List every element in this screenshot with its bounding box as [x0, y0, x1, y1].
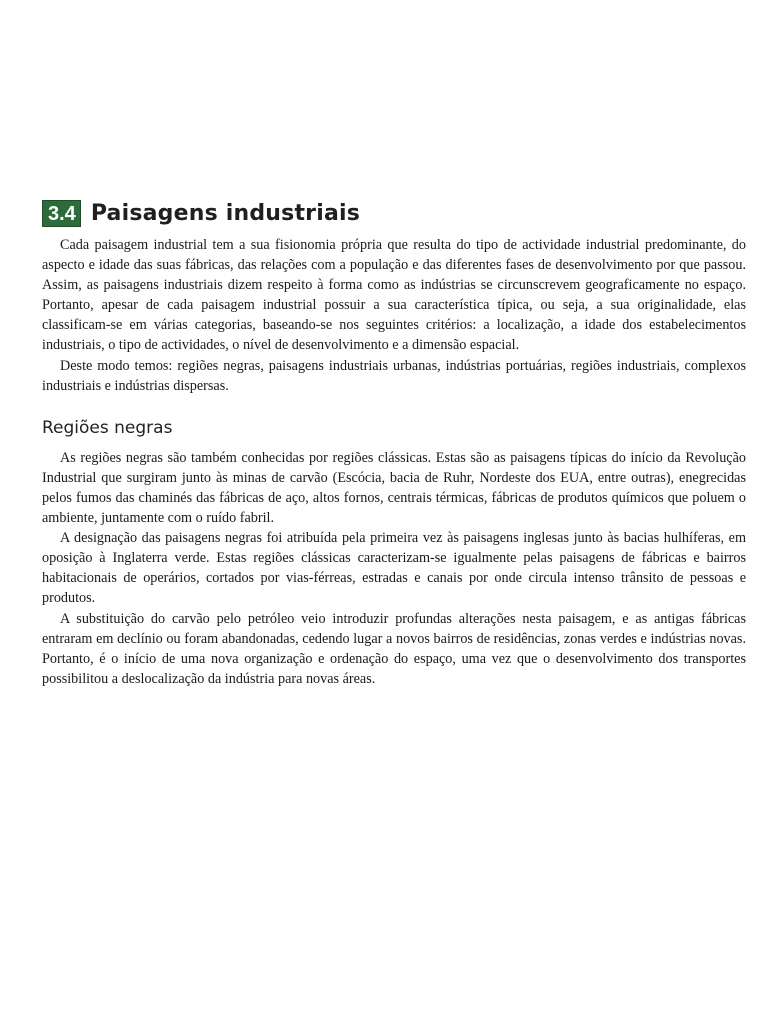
section-heading [42, 196, 746, 230]
subsection-title: Regiões negras [42, 417, 173, 438]
intro-paragraph-2: Deste modo temos: regiões negras, paisagens industriais urbanas, indústrias portuárias, regiões industriais, complexos industriais e indústrias dispersas. [42, 357, 746, 394]
page-content [42, 196, 746, 689]
section-number-badge: 3.4 [42, 200, 81, 227]
subsection-paragraph-1: As regiões negras são também conhecidas por regiões clássicas. Estas são as paisagens típicas do início da Revolução Industrial que surgiram junto às minas de carvão (Escócia, bacia de Ruhr, Nordeste dos EUA, entre outras), enegrecidas pelos fumos das chaminés das fábricas de aço, altos fornos, centrais térmicas, fábricas de produtos químicos que poluem o ambiente, juntamente com o ruído fabril. [42, 449, 746, 527]
section-title: Paisagens industriais [90, 200, 361, 226]
subsection-paragraph-2: A designação das paisagens negras foi atribuída pela primeira vez às paisagens inglesas junto às bacias hulhíferas, em oposição à Inglaterra verde. Estas regiões clássicas caracterizam-se igualmente pelas paisagens de fábricas e bairros habitacionais de operários, cortados por vias-férreas, estradas e canais por onde circula intenso trânsito de pessoas e produtos. [42, 530, 746, 607]
intro-paragraph-1: Cada paisagem industrial tem a sua fisionomia própria que resulta do tipo de actividade industrial predominante, do aspecto e idade das suas fábricas, das relações com a população e das diferentes fases de desenvolvimento por que passou. Assim, as paisagens industriais dizem respeito à forma como as indústrias se circunscrevem geograficamente no espaço. Portanto, apesar de cada paisagem industrial possuir a sua característica típica, ou seja, a sua originalidade, elas classificam-se em várias categorias, baseando-se nos seguintes critérios: a localização, a idade dos estabelecimentos industriais, o tipo de actividades, o nível de desenvolvimento e a dimensão espacial. [42, 237, 746, 354]
subsection-paragraph-3: A substituição do carvão pelo petróleo veio introduzir profundas alterações nesta paisagem, e as antigas fábricas entraram em declínio ou foram abandonadas, cedendo lugar a novos bairros de residências, zonas verdes e indústrias novas. Portanto, é o início de uma nova organização e ordenação do espaço, uma vez que o desenvolvimento dos transportes possibilitou a deslocalização da indústria para novas áreas. [42, 610, 746, 687]
